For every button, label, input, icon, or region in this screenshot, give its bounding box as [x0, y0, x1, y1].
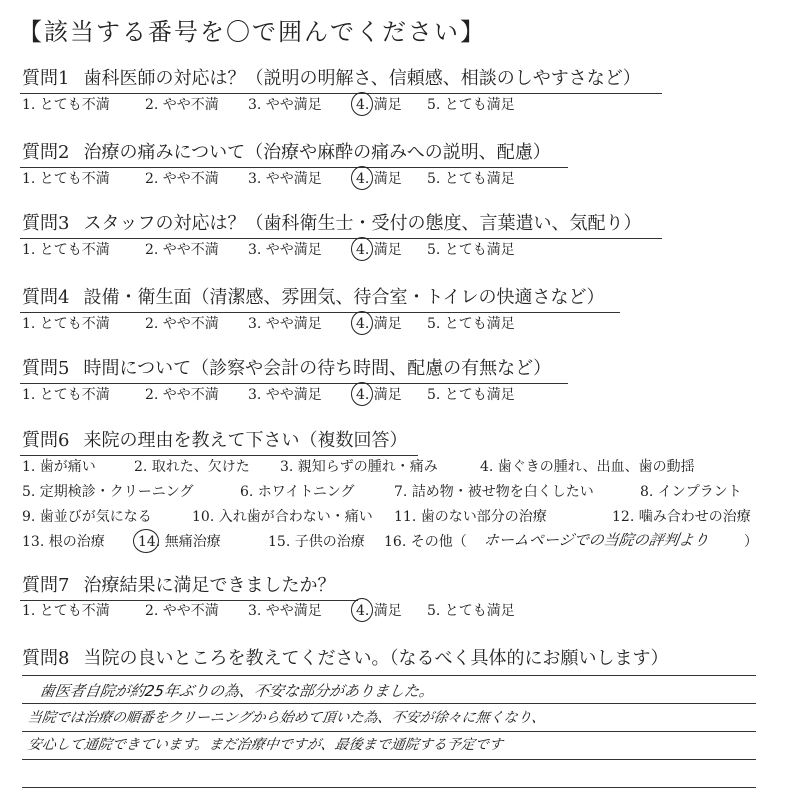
option-2[interactable]: 2. やや不満	[145, 603, 219, 619]
option-4-selected[interactable]: 4. 満足	[356, 314, 402, 334]
underline	[20, 93, 662, 94]
option-4-selected[interactable]: 4. 満足	[356, 95, 402, 115]
reason-3[interactable]: 3. 親知らずの腫れ・痛み	[280, 459, 438, 475]
reason-4[interactable]: 4. 歯ぐきの腫れ、出血、歯の動揺	[480, 459, 695, 475]
reason-8[interactable]: 8. インプラント	[640, 484, 742, 500]
option-3[interactable]: 3. やや満足	[248, 387, 322, 403]
ruled-line	[22, 675, 756, 676]
selection-circle	[351, 92, 373, 116]
reason-1[interactable]: 1. 歯が痛い	[22, 459, 96, 475]
reason-7[interactable]: 7. 詰め物・被せ物を白くしたい	[394, 484, 594, 500]
reason-15[interactable]: 15. 子供の治療	[268, 534, 365, 550]
option-1[interactable]: 1. とても不満	[22, 387, 110, 403]
option-3[interactable]: 3. やや満足	[248, 242, 322, 258]
reason-10[interactable]: 10. 入れ歯が合わない・痛い	[192, 509, 373, 525]
option-2[interactable]: 2. やや不満	[145, 97, 219, 113]
question-text: スタッフの対応は？（歯科衛生士・受付の態度、言葉遣い、気配り）	[83, 213, 642, 234]
other-close-paren: ）	[744, 534, 758, 550]
underline	[20, 312, 620, 313]
reason-16[interactable]: 16. その他（	[384, 534, 467, 550]
option-3[interactable]: 3. やや満足	[248, 603, 322, 619]
underline	[20, 383, 568, 384]
question-7-heading	[22, 575, 335, 597]
question-number: 質問1	[22, 68, 70, 89]
question-8-heading	[22, 648, 668, 670]
selection-circle	[133, 529, 159, 553]
question-text: 時間について（診察や会計の待ち時間、配慮の有無など）	[83, 358, 552, 379]
option-2[interactable]: 2. やや不満	[145, 387, 219, 403]
selection-circle	[351, 382, 373, 406]
question-number: 質問3	[22, 213, 70, 234]
ruled-line	[22, 759, 756, 760]
reason-5[interactable]: 5. 定期検診・クリーニング	[22, 484, 194, 500]
option-2[interactable]: 2. やや不満	[145, 316, 219, 332]
option-1[interactable]: 1. とても不満	[22, 316, 110, 332]
option-5[interactable]: 5. とても満足	[427, 603, 515, 619]
option-1[interactable]: 1. とても不満	[22, 242, 110, 258]
reason-13[interactable]: 13. 根の治療	[22, 534, 105, 550]
option-5[interactable]: 5. とても満足	[427, 387, 515, 403]
ruled-line	[22, 703, 756, 704]
question-2-heading	[22, 142, 551, 164]
question-number: 質問6	[22, 430, 70, 451]
underline	[20, 455, 418, 456]
question-number: 質問5	[22, 358, 70, 379]
reason-14-selected[interactable]: 14. 無痛治療	[138, 532, 221, 552]
option-4-selected[interactable]: 4. 満足	[356, 385, 402, 405]
underline	[20, 167, 568, 168]
comment-line-1: 歯医者自院が約25年ぶりの為、不安な部分がありました。	[38, 682, 436, 700]
question-3-heading	[22, 213, 641, 235]
reason-9[interactable]: 9. 歯並びが気になる	[22, 509, 152, 525]
question-number: 質問4	[22, 287, 70, 308]
option-1[interactable]: 1. とても不満	[22, 603, 110, 619]
comment-line-3: 安心して通院できています。まだ治療中ですが、最後まで通院する予定です	[26, 737, 504, 753]
reason-11[interactable]: 11. 歯のない部分の治療	[394, 509, 547, 525]
question-1-heading	[22, 68, 641, 90]
other-handwritten-answer: ホームページでの当院の評判より	[482, 531, 710, 549]
option-2[interactable]: 2. やや不満	[145, 171, 219, 187]
question-text: 来院の理由を教えて下さい（複数回答）	[83, 430, 408, 451]
option-3[interactable]: 3. やや満足	[248, 97, 322, 113]
option-5[interactable]: 5. とても満足	[427, 171, 515, 187]
option-1[interactable]: 1. とても不満	[22, 97, 110, 113]
selection-circle	[351, 598, 373, 622]
option-2[interactable]: 2. やや不満	[145, 242, 219, 258]
question-number: 質問7	[22, 575, 70, 596]
question-text: 治療の痛みについて（治療や麻酔の痛みへの説明、配慮）	[83, 142, 551, 163]
option-4-selected[interactable]: 4. 満足	[356, 601, 402, 621]
option-3[interactable]: 3. やや満足	[248, 316, 322, 332]
reason-6[interactable]: 6. ホワイトニング	[240, 484, 355, 500]
question-text: 治療結果に満足できましたか？	[83, 575, 336, 596]
option-4-selected[interactable]: 4. 満足	[356, 240, 402, 260]
selection-circle	[351, 166, 373, 190]
question-5-heading	[22, 358, 551, 380]
reason-2[interactable]: 2. 取れた、欠けた	[134, 459, 250, 475]
page-title: 【該当する番号を〇で囲んでください】	[18, 18, 486, 46]
option-1[interactable]: 1. とても不満	[22, 171, 110, 187]
selection-circle	[351, 237, 373, 261]
selection-circle	[351, 311, 373, 335]
question-6-heading	[22, 430, 407, 452]
option-5[interactable]: 5. とても満足	[427, 242, 515, 258]
question-number: 質問8	[22, 648, 70, 669]
underline	[20, 238, 662, 239]
question-text: 設備・衛生面（清潔感、雰囲気、待合室・トイレの快適さなど）	[83, 287, 605, 308]
question-text: 当院の良いところを教えてください。（なるべく具体的にお願いします）	[83, 648, 669, 669]
ruled-line	[22, 787, 756, 788]
option-4-selected[interactable]: 4. 満足	[356, 169, 402, 189]
option-5[interactable]: 5. とても満足	[427, 316, 515, 332]
comment-line-2: 当院では治療の順番をクリーニングから始めて頂いた為、不安が徐々に無くなり、	[26, 710, 547, 726]
question-text: 歯科医師の対応は？（説明の明解さ、信頼感、相談のしやすさなど）	[83, 68, 641, 89]
option-3[interactable]: 3. やや満足	[248, 171, 322, 187]
question-4-heading	[22, 287, 605, 309]
option-5[interactable]: 5. とても満足	[427, 97, 515, 113]
reason-12[interactable]: 12. 噛み合わせの治療	[612, 509, 751, 525]
ruled-line	[22, 731, 756, 732]
question-number: 質問2	[22, 142, 70, 163]
